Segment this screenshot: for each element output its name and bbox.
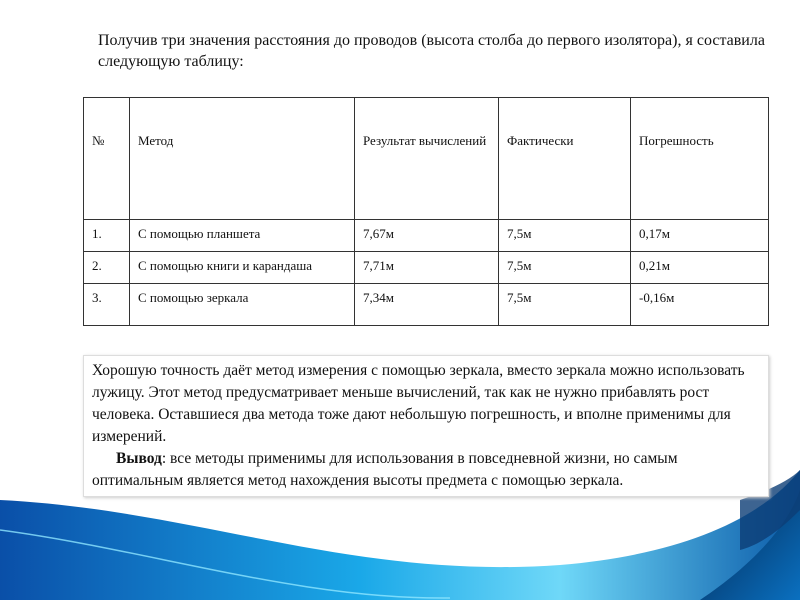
cell: 7,71м: [355, 252, 499, 284]
conclusion-label: Вывод: [116, 450, 162, 467]
table-row: [84, 220, 769, 252]
cell: 2.: [84, 252, 130, 284]
cell: 3.: [84, 284, 130, 326]
conclusion-summary: [92, 448, 760, 492]
cell: 1.: [84, 220, 130, 252]
conclusion-paragraph: Хорошую точность даёт метод измерения с помощью зеркала, вместо зеркала можно использовать лужицу. Этот метод предусматривает меньше вычислений, так как не нужно прибавлять рост человека. Оставшиеся два метода тоже дают небольшую погрешность, и вполне применимы для измерений.: [92, 362, 745, 445]
conclusion-text: : все методы применимы для использования в повседневной жизни, но самым оптимальным является метод нахождения высоты предмета с помощью зеркала.: [92, 450, 678, 489]
cell: 7,5м: [499, 220, 631, 252]
results-table: [83, 97, 769, 326]
cell: 7,5м: [499, 252, 631, 284]
cell: 0,17м: [631, 220, 769, 252]
cell: 7,5м: [499, 284, 631, 326]
header-result: Результат вычислений: [355, 98, 499, 220]
header-method: Метод: [130, 98, 355, 220]
header-number: №: [84, 98, 130, 220]
cell: С помощью планшета: [130, 220, 355, 252]
cell: С помощью зеркала: [130, 284, 355, 326]
cell: -0,16м: [631, 284, 769, 326]
table-header-row: [84, 98, 769, 220]
intro-text: Получив три значения расстояния до проводов (высота столба до первого изолятора), я составила следующую таблицу:: [98, 32, 765, 70]
cell: 0,21м: [631, 252, 769, 284]
table-row: [84, 252, 769, 284]
cell: С помощью книги и карандаша: [130, 252, 355, 284]
header-actual: Фактически: [499, 98, 631, 220]
header-error: Погрешность: [631, 98, 769, 220]
cell: 7,34м: [355, 284, 499, 326]
cell: 7,67м: [355, 220, 499, 252]
table-row: [84, 284, 769, 326]
conclusion-box: [83, 355, 769, 497]
